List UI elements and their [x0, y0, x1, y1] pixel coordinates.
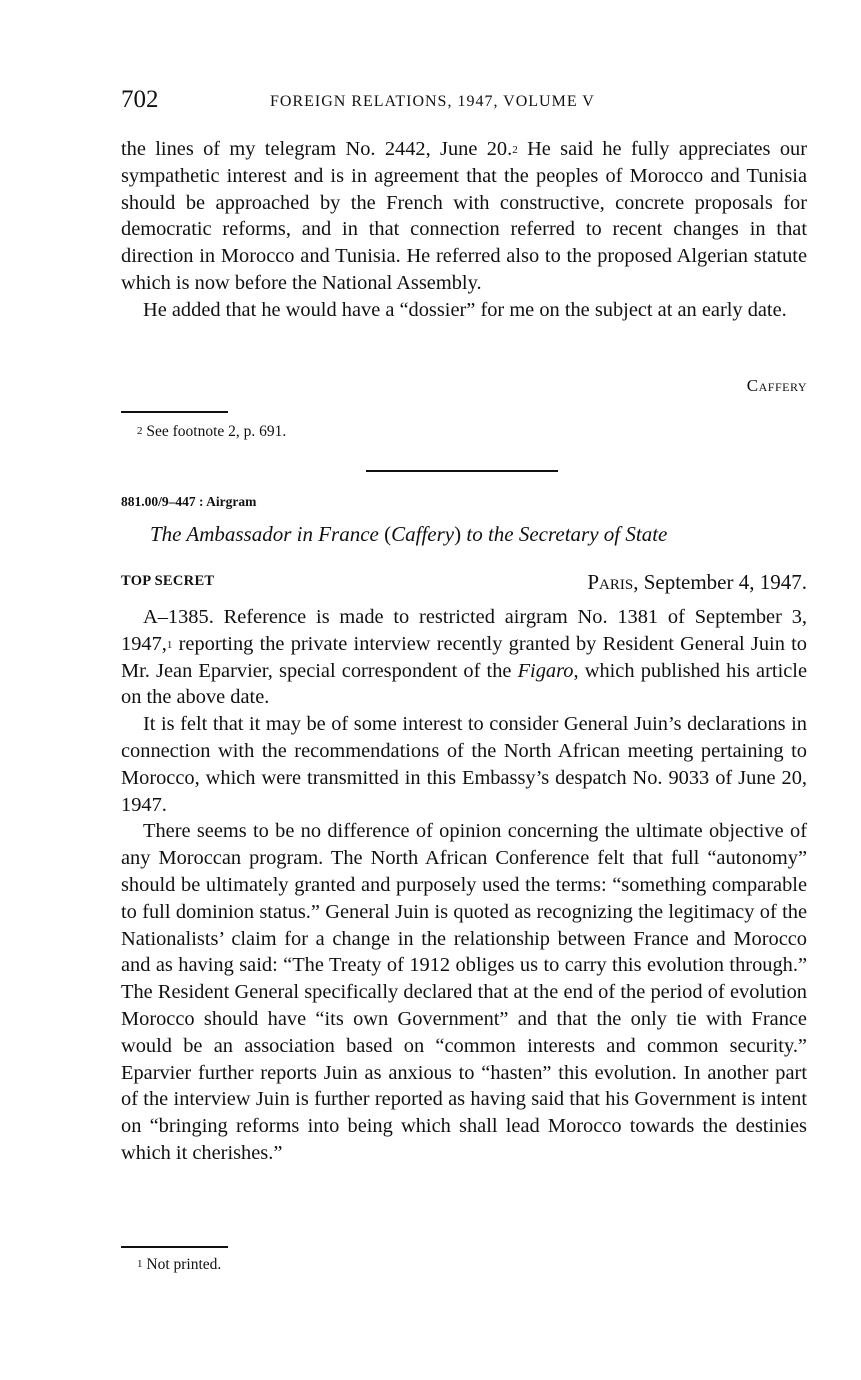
paragraph-text: the lines of my telegram No. 2442, June 20.: [121, 138, 513, 160]
title-text: to the Secretary of State: [461, 522, 668, 546]
footnote-rule: [121, 411, 228, 413]
footnote-mark: 2: [137, 425, 143, 437]
continuation-paragraph-1: [121, 136, 807, 297]
document-title: [150, 522, 667, 547]
footnote-text: See footnote 2, p. 691.: [142, 423, 287, 440]
page-number: 702: [121, 86, 159, 113]
footnote-2: [137, 423, 286, 441]
continuation-text: [121, 136, 807, 324]
title-name: Caffery: [391, 522, 455, 546]
title-paren: ): [454, 522, 462, 546]
section-separator: [366, 470, 558, 472]
newspaper-name: Figaro: [517, 659, 574, 682]
dateline-place: Paris: [587, 570, 634, 594]
signature: Caffery: [746, 376, 807, 395]
body-paragraph-3: There seems to be no difference of opinion concerning the ultimate objective of any Moroccan program. The North African Conference felt that full “autonomy” should be ultimately granted and purposely used the terms: “something comparable to full dominion status.” General Juin is quoted as recognizing the legitimacy of the Nationalists’ claim for a change in the relationship between France and Morocco and as having said: “The Treaty of 1912 obliges us to carry this evolution through.” The Resident General specifically declared that at the end of the period of evolution Morocco should have “its own Government” and that the only tie with France would be an association based on “common interests and common security.” Eparvier further reports Juin as anxious to “hasten” this evolution. In another part of the interview Juin is further reported as having said that his Government is intent on “bringing reforms into being which shall lead Morocco towards the destinies which it cherishes.”: [121, 820, 807, 1164]
file-reference: 881.00/9–447 : Airgram: [121, 494, 257, 509]
paragraph-text: A–1385. Reference is made to restricted airgram No. 1381 of September 3, 1947,: [121, 606, 807, 655]
body-paragraph-1: [121, 604, 807, 711]
footnote-ref-1: 1: [166, 638, 173, 651]
paragraph-text: reporting the private interview recently granted by Resident General Juin to Mr. Jean Eparvier, special correspondent of the: [121, 632, 807, 682]
running-header: FOREIGN RELATIONS, 1947, VOLUME V: [270, 93, 595, 110]
dateline: [587, 570, 807, 595]
title-paren: (: [384, 522, 392, 546]
paragraph-text: , which published his article on the above date.: [121, 659, 807, 709]
document-body: [121, 604, 807, 1167]
footnote-mark: 1: [137, 1258, 143, 1270]
dateline-date: , September 4, 1947.: [633, 570, 807, 594]
footnote-text: Not printed.: [142, 1256, 222, 1273]
body-paragraph-2: It is felt that it may be of some interest to consider General Juin’s declarations in connection with the recommendations of the North African meeting pertaining to Morocco, which were transmitted in this Embassy’s despatch No. 9033 of June 20, 1947.: [121, 713, 807, 816]
footnote-rule: [121, 1246, 228, 1248]
footnote-ref-2: 2: [512, 144, 518, 156]
continuation-paragraph-2: He added that he would have a “dossier” for me on the subject at an early date.: [143, 298, 787, 321]
paragraph-text: He said he fully appreciates our sympathetic interest and is in agreement that the peoples of Morocco and Tunisia should be approached by the French with constructive, concrete proposals for democratic reforms, and in that connection referred to recent changes in that direction in Morocco and Tunisia. He referred also to the proposed Algerian statute which is now before the National Assembly.: [121, 138, 807, 294]
footnote-1: [137, 1256, 221, 1274]
classification-label: TOP SECRET: [121, 573, 215, 589]
title-text: The Ambassador in France: [150, 522, 385, 546]
